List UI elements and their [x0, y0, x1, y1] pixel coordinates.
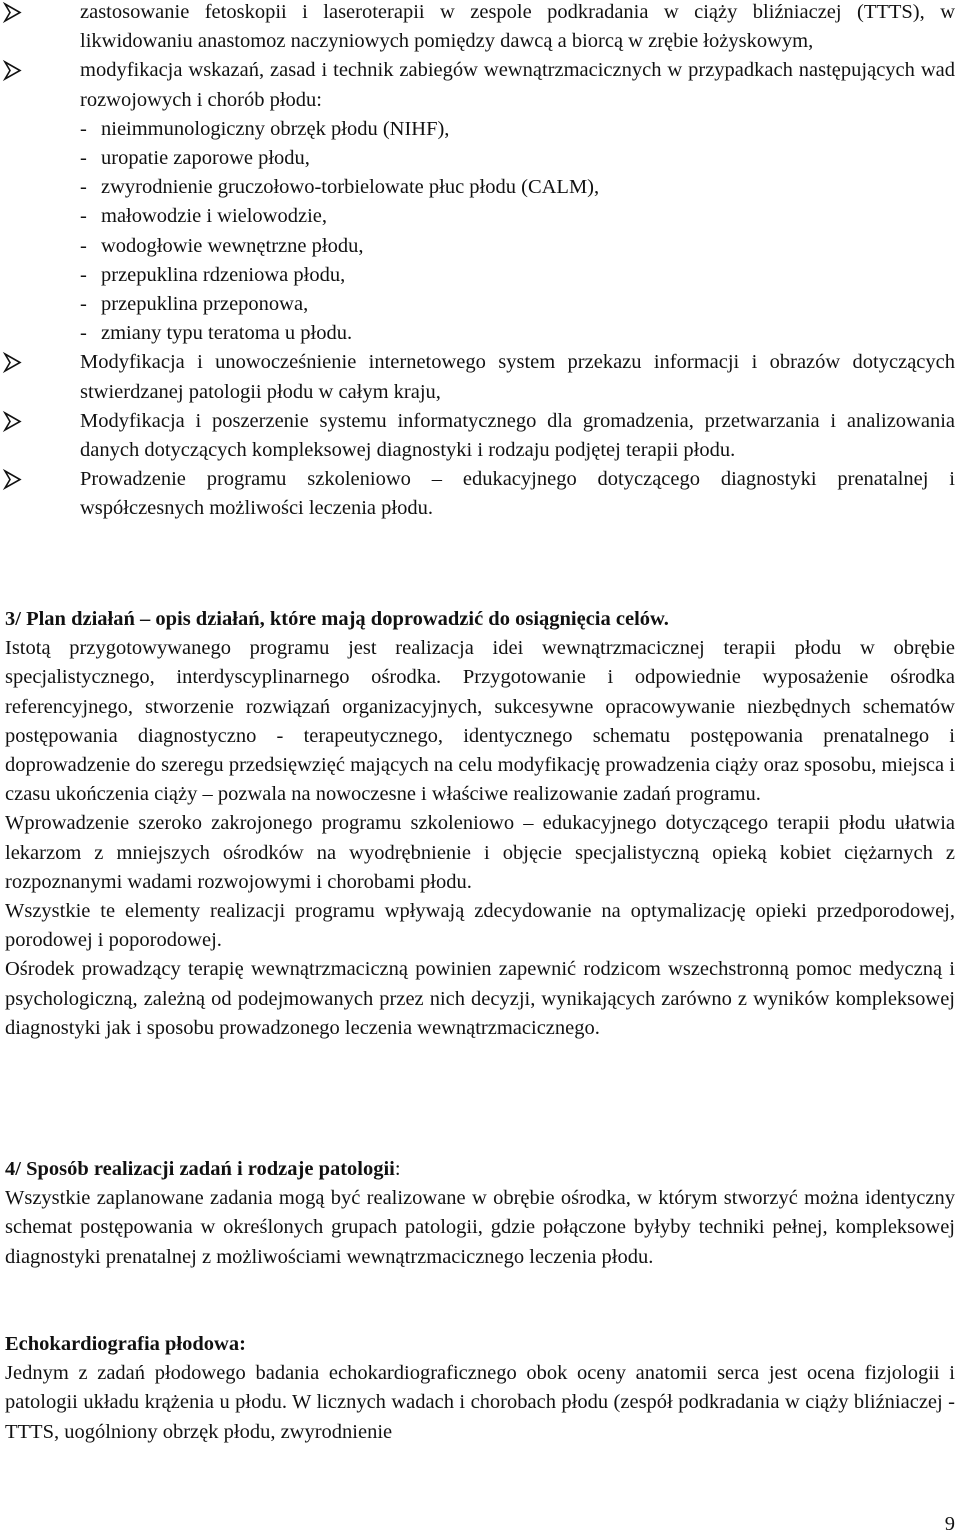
section-3 — [5, 605, 955, 1043]
dash-marker: - — [80, 263, 87, 286]
echo-paragraph: Jednym z zadań płodowego badania echokardiograficznego obok oceny anatomii serca jest ocena fizjologii i patologii układu krążenia u płodu. W licznych wadach i chorobach płodu (zespół podkradania w ciąży bliźniaczej - TTTS, uogólniony obrzęk płodu, zwyrodnienie — [5, 1362, 955, 1443]
bullet-text: modyfikacja wskazań, zasad i technik zabiegów wewnątrzmacicznych w przypadkach następujących wad rozwojowych i chorób płodu: — [80, 59, 955, 111]
list-item — [0, 407, 960, 465]
arrow-bullet-icon — [2, 56, 24, 85]
section-4-heading: 4/ Sposób realizacji zadań i rodzaje patologii — [5, 1158, 395, 1180]
arrow-bullet-icon — [2, 407, 24, 436]
sublist-text: nieimmunologiczny obrzęk płodu (NIHF), — [101, 117, 450, 140]
dash-marker: - — [80, 147, 87, 170]
list-item — [0, 56, 960, 348]
arrow-bullet-icon — [2, 0, 24, 27]
sublist-item — [80, 115, 955, 144]
sublist-text: zmiany typu teratoma u płodu. — [101, 322, 353, 345]
pathology-sublist — [80, 115, 955, 349]
page-number: 9 — [944, 1513, 955, 1535]
section-echocardiography — [5, 1330, 955, 1447]
section-4-heading-colon: : — [394, 1158, 401, 1180]
sublist-item — [80, 144, 955, 173]
bullet-list — [0, 0, 960, 524]
bullet-text: zastosowanie fetoskopii i laseroterapii w zespole podkradania w ciąży bliźniaczej (TTTS), w likwidowaniu anastomoz naczyniowych pomiędzy dawcą a biorcą w zrębie łożyskowym, — [80, 1, 955, 53]
echo-heading: Echokardiografia płodowa: — [5, 1333, 246, 1355]
sublist-item — [80, 232, 955, 261]
list-item — [0, 465, 960, 523]
section-3-paragraph-1: Istotą przygotowywanego programu jest realizacja idei wewnątrzmacicznej terapii płodu w obrębie specjalistycznego, interdyscyplinarnego ośrodka. Przygotowanie i odpowiednie wyposażenie ośrodka referencyjnego, stworzenie rozwiązań organizacyjnych, sukcesywne opracowywanie niezbędnych schematów postępowania diagnostyczno - terapeutycznego, identycznego schematu postępowania prenatalnego i doprowadzenie do szeregu przedsięwzięć mających na celu modyfikację prowadzenia ciąży oraz sposobu, miejsca i czasu ukończenia ciąży – pozwala na nowoczesne i właściwe realizowanie zadań programu. — [5, 637, 955, 806]
bullet-text: Modyfikacja i poszerzenie systemu informatycznego dla gromadzenia, przetwarzania i analizowania danych dotyczących kompleksowej diagnostyki i rodzaju podjętej terapii płodu. — [80, 409, 955, 462]
section-3-paragraph-4: Ośrodek prowadzący terapię wewnątrzmaciczną powinien zapewnić rodzicom wszechstronną pomoc medyczną i psychologiczną, zależną od podejmowanych przez nich decyzji, wynikających zarówno z wyników kompleksowej diagnostyki jak i sposobu prowadzonego leczenia wewnątrzmacicznego. — [5, 958, 955, 1039]
sublist-item — [80, 202, 955, 231]
dash-marker: - — [80, 176, 87, 199]
section-4-heading-line — [5, 1155, 955, 1184]
section-3-heading: 3/ Plan działań – opis działań, które mają doprowadzić do osiągnięcia celów. — [5, 608, 669, 630]
arrow-bullet-icon — [2, 348, 24, 377]
sublist-text: zwyrodnienie gruczołowo-torbielowate płuc płodu (CALM), — [101, 176, 600, 199]
bullet-text: Modyfikacja i unowocześnienie internetowego system przekazu informacji i obrazów dotyczących stwierdzanej patologii płodu w całym kraju, — [80, 351, 955, 403]
sublist-text: przepuklina rdzeniowa płodu, — [101, 263, 346, 286]
dash-marker: - — [80, 234, 87, 257]
dash-marker: - — [80, 117, 87, 140]
sublist-text: uropatie zaporowe płodu, — [101, 147, 310, 170]
section-4-paragraph-1: Wszystkie zaplanowane zadania mogą być realizowane w obrębie ośrodka, w którym stworzyć można identyczny schemat postępowania w określonych grupach patologii, gdzie połączone byłyby techniki pełnej, kompleksowej diagnostyki prenatalnej z możliwościami wewnątrzmacicznego leczenia płodu. — [5, 1187, 955, 1268]
section-4 — [5, 1155, 955, 1272]
sublist-text: wodogłowie wewnętrzne płodu, — [101, 234, 364, 257]
sublist-item — [80, 290, 955, 319]
sublist-item — [80, 261, 955, 290]
section-3-paragraph-3: Wszystkie te elementy realizacji programu wpływają zdecydowanie na optymalizację opieki przedporodowej, porodowej i poporodowej. — [5, 900, 955, 952]
sublist-text: małowodzie i wielowodzie, — [101, 205, 328, 228]
sublist-text: przepuklina przeponowa, — [101, 293, 309, 316]
list-item — [0, 348, 960, 406]
section-3-paragraph-2: Wprowadzenie szeroko zakrojonego programu szkoleniowo – edukacyjnego dotyczącego terapii płodu ułatwia lekarzom z mniejszych ośrodków na wyodrębnienie i objęcie specjalistyczną opieką kobiet ciężarnych z rozpoznanymi wadami rozwojowymi i chorobami płodu. — [5, 812, 955, 893]
dash-marker: - — [80, 322, 87, 345]
dash-marker: - — [80, 293, 87, 316]
dash-marker: - — [80, 205, 87, 228]
bullet-text: Prowadzenie programu szkoleniowo – edukacyjnego dotyczącego diagnostyki prenatalnej i współczesnych możliwości leczenia płodu. — [80, 468, 955, 520]
list-item — [0, 0, 960, 56]
arrow-bullet-icon — [2, 465, 24, 494]
sublist-item — [80, 319, 955, 348]
sublist-item — [80, 173, 955, 202]
